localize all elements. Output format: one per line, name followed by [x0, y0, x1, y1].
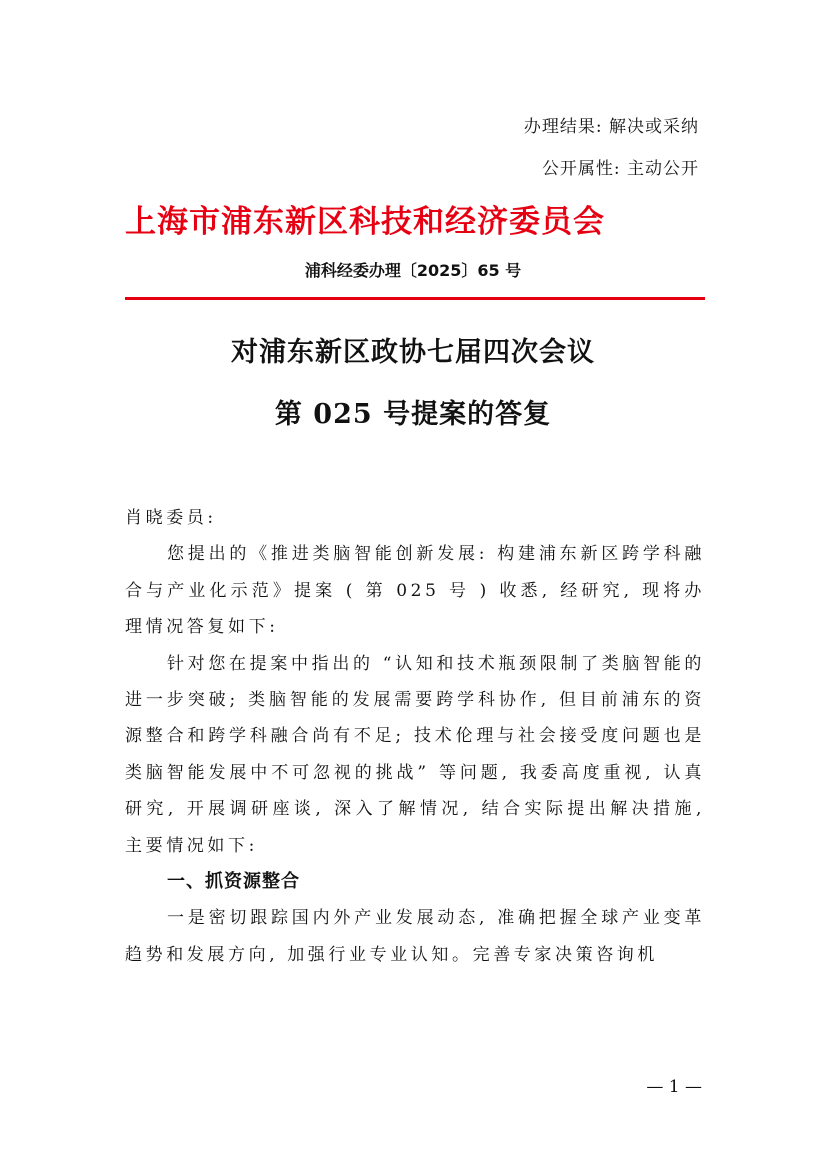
red-divider [125, 297, 705, 300]
section-heading: 一、抓资源整合 [167, 871, 300, 893]
handling-result: 办理结果: 解决或采纳 [523, 117, 699, 137]
document-title-line-1: 对浦东新区政协七届四次会议 [231, 337, 595, 368]
document-number: 浦科经委办理〔2025〕65 号 [304, 261, 522, 280]
public-attribute: 公开属性: 主动公开 [541, 159, 699, 179]
issuing-organization: 上海市浦东新区科技和经济委员会 [125, 204, 605, 240]
body-paragraph: 一是密切跟踪国内外产业发展动态, 准确把握全球产业变革趋势和发展方向, 加强行业专业认知。完善专家决策咨询机 [125, 908, 705, 965]
body-paragraph: 您提出的《推进类脑智能创新发展: 构建浦东新区跨学科融合与产业化示范》提案 ( 第 025 号 ) 收悉, 经研究, 现将办理情况答复如下: [125, 544, 705, 638]
salutation: 肖晓委员: [125, 508, 217, 528]
body-paragraph: 针对您在提案中指出的 “认知和技术瓶颈限制了类脑智能的进一步突破; 类脑智能的发展需要跨学科协作, 但目前浦东的资源整合和跨学科融合尚有不足; 技术伦理与社会接受度问题也是类脑智能发展中不可忽视的挑战” 等问题, 我委高度重视, 认真研究, 开展调研座谈, 深入了解情况, 结合实际提出解决措施, 主要情况如下: [125, 653, 705, 856]
document-body [125, 500, 705, 973]
document-title-line-2: 第 025 号提案的答复 [274, 399, 552, 430]
page-number: — 1 — [646, 1077, 702, 1097]
